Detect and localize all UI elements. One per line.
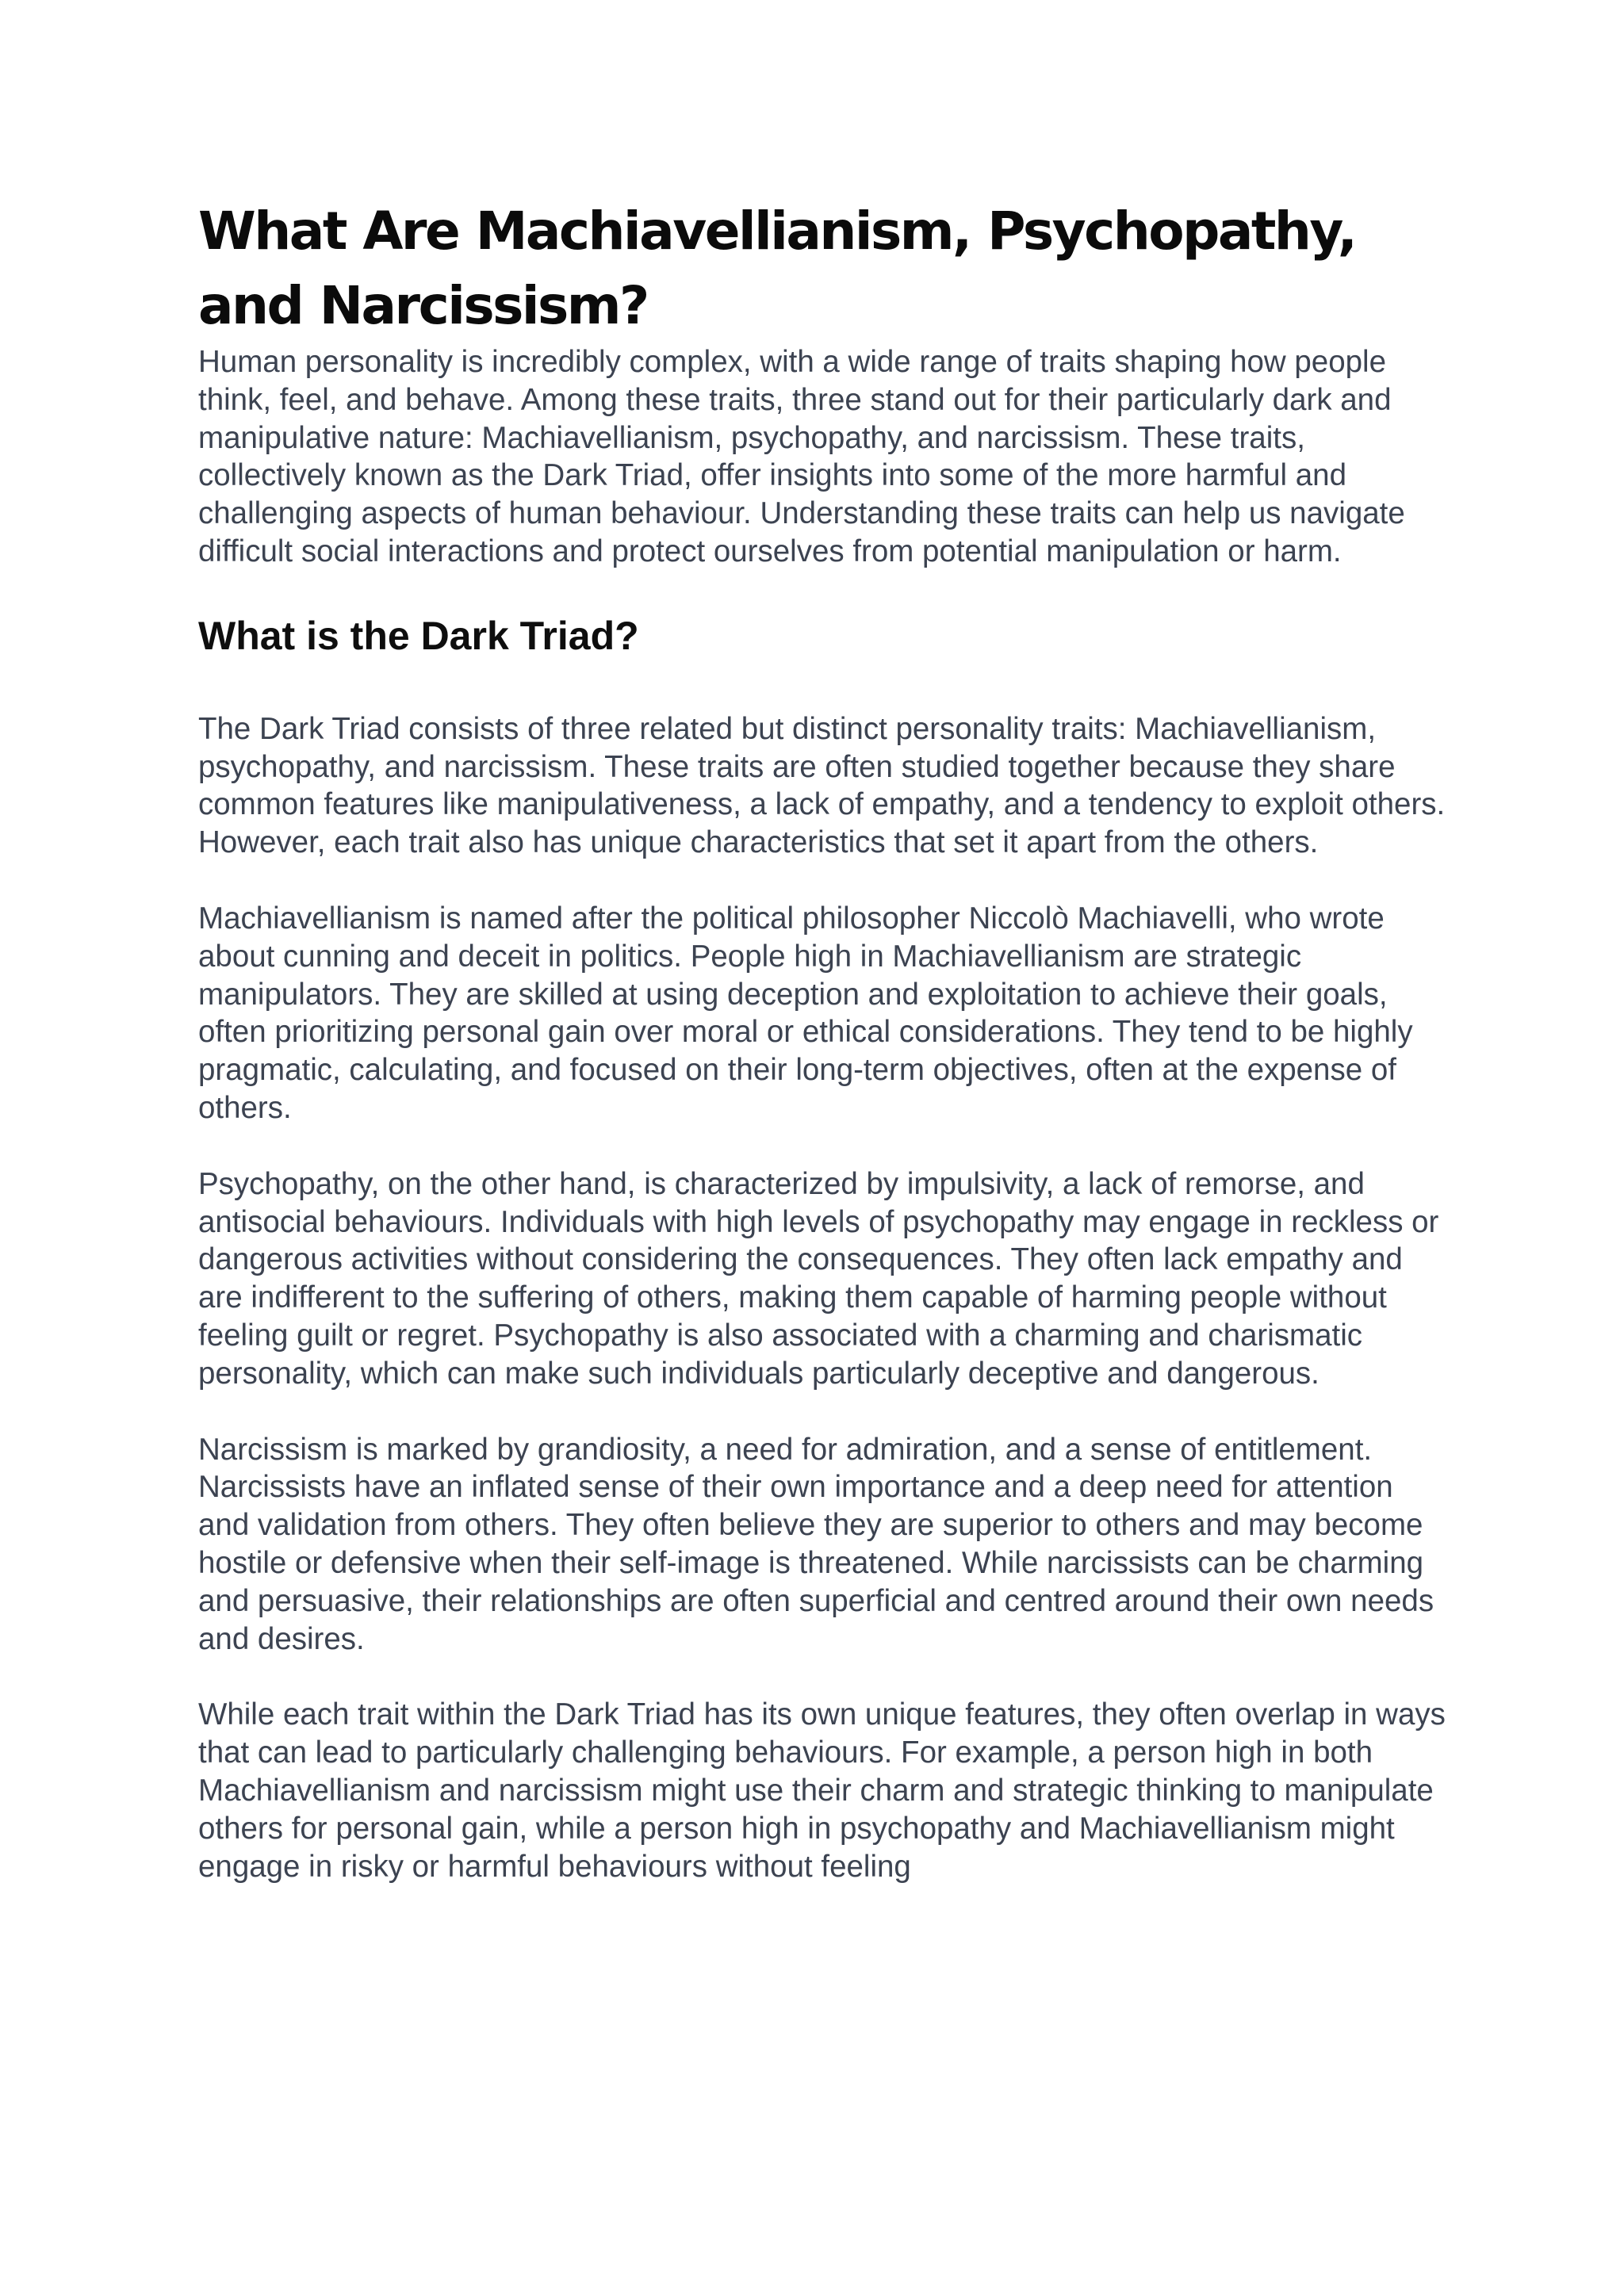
body-paragraph-narcissism: Narcissism is marked by grandiosity, a need for admiration, and a sense of entitlement. Narcissists have an inflated sense of their own importance and a deep need for attention and validation from others. They often believe they are superior to others and may become hostile or defensive when their self-image is threatened. While narcissists can be charming and persuasive, their relationships are often superficial and centred around their own needs and desires. bbox=[198, 1432, 1434, 1656]
section-heading: What is the Dark Triad? bbox=[198, 613, 639, 658]
document-content bbox=[198, 194, 1451, 1885]
body-paragraph-overlap: While each trait within the Dark Triad has its own unique features, they often overlap in ways that can lead to particularly challenging behaviours. For example, a person high in both Machiavellianism and narcissism might use their charm and strategic thinking to manipulate others for personal gain, while a person high in psychopathy and Machiavellianism might engage in risky or harmful behaviours without feeling bbox=[198, 1697, 1446, 1884]
body-paragraph-psychopathy: Psychopathy, on the other hand, is characterized by impulsivity, a lack of remorse, and antisocial behaviours. Individuals with high levels of psychopathy may engage in reckless or dangerous activities without considering the consequences. They often lack empathy and are indifferent to the suffering of others, making them capable of harming people without feeling guilt or regret. Psychopathy is also associated with a charming and charismatic personality, which can make such individuals particularly deceptive and dangerous. bbox=[198, 1166, 1439, 1391]
intro-paragraph: Human personality is incredibly complex, with a wide range of traits shaping how people think, feel, and behave. Among these traits, three stand out for their particularly dark and manipulative nature: Machiavellianism, psychopathy, and narcissism. These traits, collectively known as the Dark Triad, offer insights into some of the more harmful and challenging aspects of human behaviour. Understanding these traits can help us navigate difficult social interactions and protect ourselves from potential manipulation or harm. bbox=[198, 345, 1405, 568]
page-title: What Are Machiavellianism, Psychopathy, and Narcissism? bbox=[198, 201, 1356, 336]
body-paragraph-dark-triad: The Dark Triad consists of three related but distinct personality traits: Machiavellianism, psychopathy, and narcissism. These traits are often studied together because they share common features like manipulativeness, a lack of empathy, and a tendency to exploit others. However, each trait also has unique characteristics that set it apart from the others. bbox=[198, 711, 1446, 860]
body-paragraph-machiavellianism: Machiavellianism is named after the political philosopher Niccolò Machiavelli, who wrote about cunning and deceit in politics. People high in Machiavellianism are strategic manipulators. They are skilled at using deception and exploitation to achieve their goals, often prioritizing personal gain over moral or ethical considerations. They tend to be highly pragmatic, calculating, and focused on their long-term objectives, often at the expense of others. bbox=[198, 901, 1413, 1125]
